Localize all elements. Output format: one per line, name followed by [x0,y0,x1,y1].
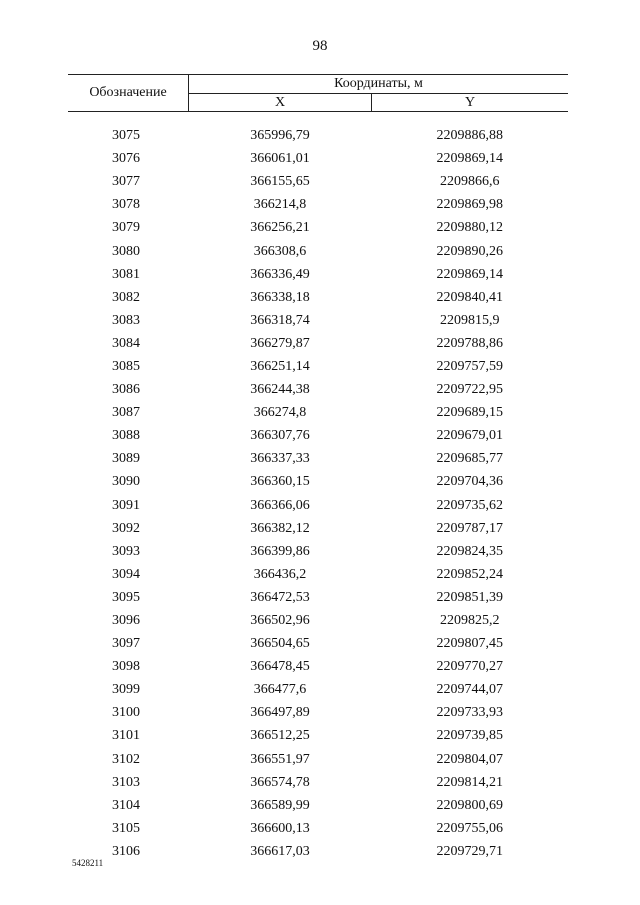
row-x: 366512,25 [250,728,310,744]
row-designation: 3087 [112,405,140,421]
row-x: 366061,01 [250,151,310,167]
row-y: 2209689,15 [436,405,503,421]
row-y: 2209869,14 [436,266,503,282]
row-x: 366338,18 [250,289,310,305]
row-y: 2209886,88 [436,128,503,144]
table-row [68,216,568,239]
row-x: 366477,6 [253,682,307,698]
row-x: 366478,45 [250,659,310,675]
x-header: X [189,94,372,112]
row-x: 366256,21 [250,220,310,236]
row-y: 2209825,2 [440,613,500,629]
table-row [68,840,568,863]
table-header [68,75,568,112]
table-row [68,424,568,447]
page-number: 98 [312,38,328,54]
table-row [68,286,568,309]
table-row [68,332,568,355]
row-designation: 3092 [112,520,140,536]
row-designation: 3080 [112,243,140,259]
row-y: 2209840,41 [436,289,503,305]
table-row [68,678,568,701]
row-x: 366574,78 [250,774,310,790]
designation-header: Обозначение [68,75,189,112]
table-row [68,494,568,517]
table-row [68,124,568,147]
row-x: 366274,8 [253,405,307,421]
row-y: 2209722,95 [436,382,503,398]
row-y: 2209729,71 [436,843,503,859]
row-x: 366617,03 [250,843,310,859]
table-row [68,401,568,424]
table-row [68,632,568,655]
row-x: 366399,86 [250,543,310,559]
row-designation: 3083 [112,312,140,328]
row-designation: 3090 [112,474,140,490]
row-y: 2209757,59 [436,358,503,374]
row-designation: 3085 [112,358,140,374]
footer-code: 5428211 [72,858,104,868]
row-y: 2209788,86 [436,335,503,351]
table-row [68,794,568,817]
row-y: 2209880,12 [436,220,503,236]
row-x: 366360,15 [250,474,310,490]
row-designation: 3089 [112,451,140,467]
table-row [68,563,568,586]
row-x: 366472,53 [250,589,310,605]
row-designation: 3102 [112,751,140,767]
row-designation: 3081 [112,266,140,282]
row-designation: 3101 [112,728,140,744]
row-x: 365996,79 [250,128,310,144]
row-y: 2209807,45 [436,636,503,652]
table-row [68,355,568,378]
table-row [68,817,568,840]
row-y: 2209800,69 [436,797,503,813]
row-x: 366497,89 [250,705,310,721]
table-body [68,112,568,864]
table-row [68,609,568,632]
row-designation: 3079 [112,220,140,236]
row-x: 366436,2 [253,566,307,582]
row-y: 2209869,98 [436,197,503,213]
table-row [68,748,568,771]
row-designation: 3097 [112,636,140,652]
table-row [68,540,568,563]
table-row [68,470,568,493]
row-y: 2209815,9 [440,312,500,328]
row-x: 366307,76 [250,428,310,444]
row-designation: 3096 [112,613,140,629]
row-y: 2209744,07 [436,682,503,698]
row-designation: 3098 [112,659,140,675]
row-x: 366214,8 [253,197,307,213]
table-row [68,447,568,470]
row-y: 2209824,35 [436,543,503,559]
row-designation: 3076 [112,151,140,167]
table-row [68,701,568,724]
row-y: 2209739,85 [436,728,503,744]
row-x: 366308,6 [253,243,307,259]
table-row [68,771,568,794]
row-x: 366551,97 [250,751,310,767]
row-y: 2209852,24 [436,566,503,582]
table-row [68,239,568,262]
row-y: 2209804,07 [436,751,503,767]
row-designation: 3084 [112,335,140,351]
table-row [68,586,568,609]
row-y: 2209733,93 [436,705,503,721]
row-designation: 3105 [112,820,140,836]
table-row [68,517,568,540]
table-row [68,263,568,286]
row-x: 366589,99 [250,797,310,813]
table-row [68,724,568,747]
row-y: 2209890,26 [436,243,503,259]
row-designation: 3086 [112,382,140,398]
table-row [68,170,568,193]
row-y: 2209770,27 [436,659,503,675]
row-x: 366318,74 [250,312,310,328]
row-y: 2209869,14 [436,151,503,167]
row-y: 2209755,06 [436,820,503,836]
row-y: 2209814,21 [436,774,503,790]
table-row [68,378,568,401]
row-designation: 3099 [112,682,140,698]
row-x: 366504,65 [250,636,310,652]
row-y: 2209704,36 [436,474,503,490]
row-designation: 3082 [112,289,140,305]
row-y: 2209735,62 [436,497,503,513]
coordinates-header: Координаты, м [189,75,569,94]
row-designation: 3088 [112,428,140,444]
table-row [68,193,568,216]
row-x: 366336,49 [250,266,310,282]
row-designation: 3103 [112,774,140,790]
row-designation: 3106 [112,843,140,859]
table-row [68,309,568,332]
row-designation: 3077 [112,174,140,190]
row-x: 366251,14 [250,358,310,374]
row-designation: 3075 [112,128,140,144]
coordinates-table [68,74,568,863]
row-designation: 3094 [112,566,140,582]
row-designation: 3093 [112,543,140,559]
row-y: 2209866,6 [440,174,500,190]
row-x: 366502,96 [250,613,310,629]
row-y: 2209685,77 [436,451,503,467]
row-y: 2209787,17 [436,520,503,536]
y-header: Y [372,94,569,112]
row-x: 366382,12 [250,520,310,536]
row-y: 2209679,01 [436,428,503,444]
row-designation: 3091 [112,497,140,513]
table-row [68,655,568,678]
row-x: 366366,06 [250,497,310,513]
row-x: 366244,38 [250,382,310,398]
row-x: 366279,87 [250,335,310,351]
row-y: 2209851,39 [436,589,503,605]
row-designation: 3078 [112,197,140,213]
row-designation: 3104 [112,797,140,813]
row-x: 366155,65 [250,174,310,190]
row-designation: 3100 [112,705,140,721]
row-designation: 3095 [112,589,140,605]
table-row [68,147,568,170]
row-x: 366600,13 [250,820,310,836]
row-x: 366337,33 [250,451,310,467]
